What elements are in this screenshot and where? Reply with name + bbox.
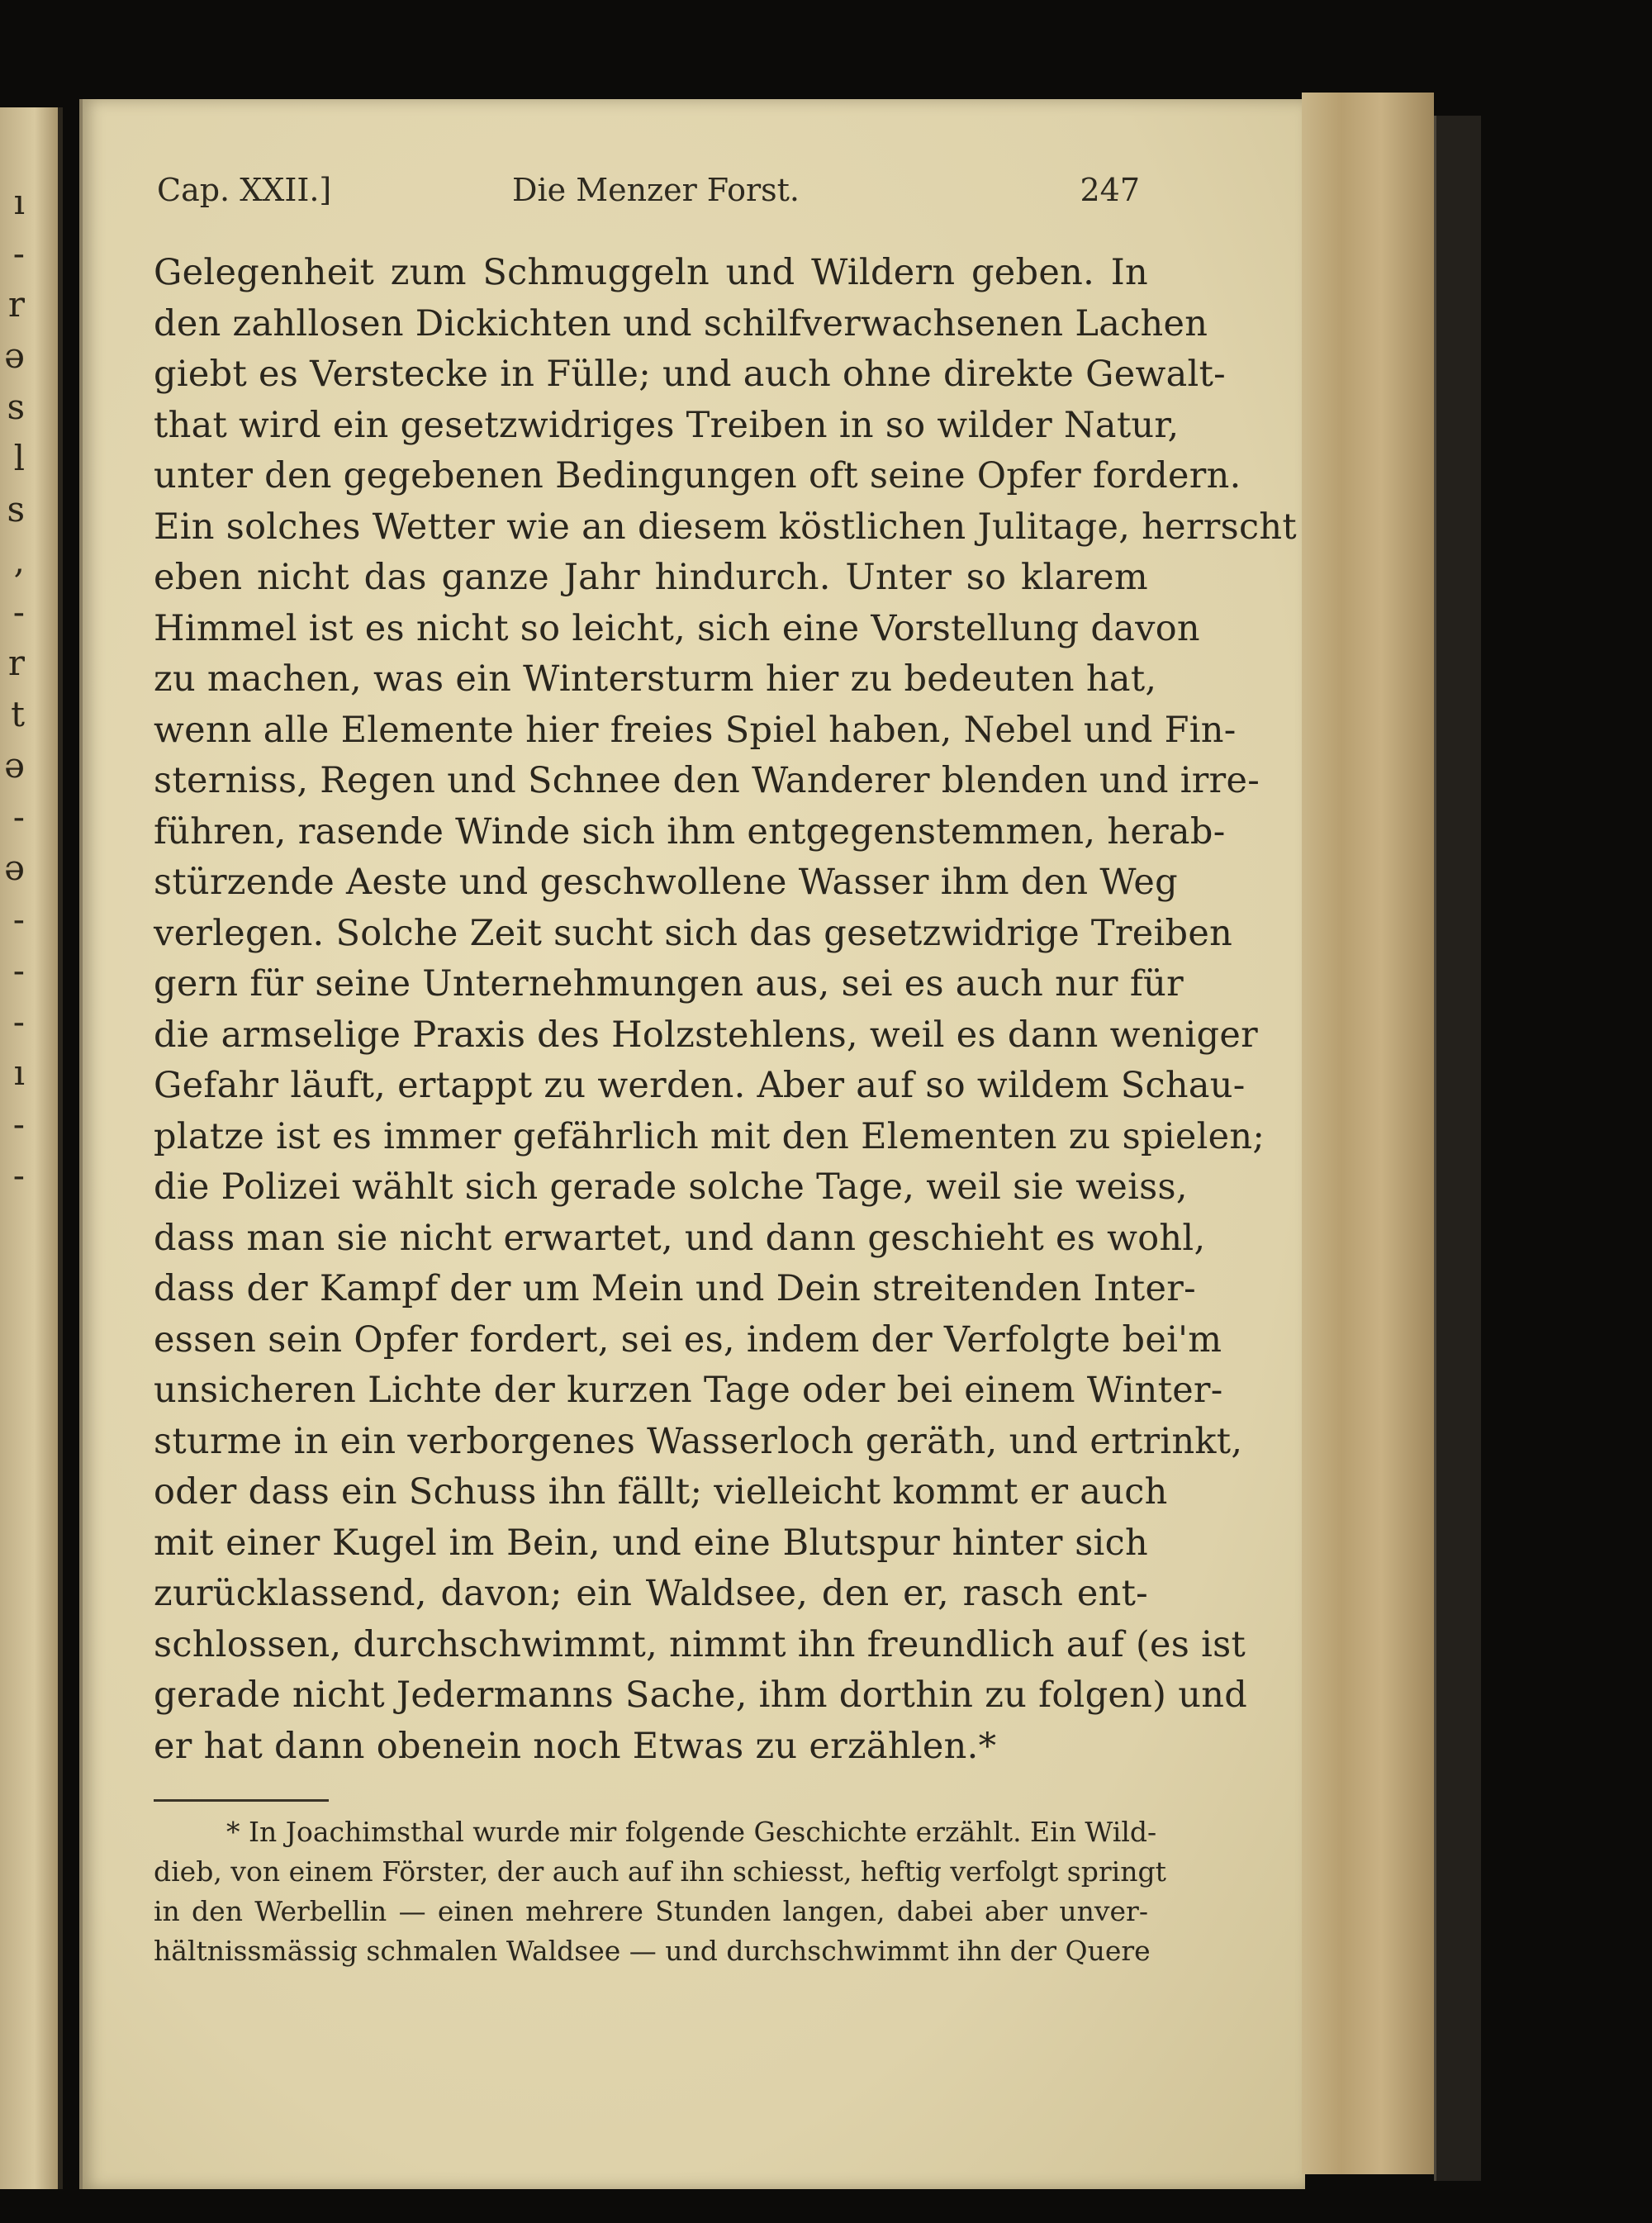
page-number: 247 bbox=[1080, 172, 1140, 208]
left-fragment: - bbox=[12, 950, 25, 990]
text-line: that wird ein gesetzwidriges Treiben in so wilder Natur, bbox=[154, 404, 1180, 446]
text-line: zurücklassend, davon; ein Waldsee, den er, rasch ent- bbox=[154, 1573, 1148, 1614]
left-fragment: - bbox=[12, 233, 25, 273]
book-cover-edge bbox=[1434, 116, 1481, 2181]
left-fragment: , bbox=[13, 540, 25, 581]
text-line: führen, rasende Winde sich ihm entgegenstemmen, herab- bbox=[154, 810, 1226, 853]
left-page-fragments bbox=[0, 182, 25, 1256]
text-line: Gefahr läuft, ertappt zu werden. Aber auf so wildem Schau- bbox=[154, 1065, 1246, 1106]
text-line: giebt es Verstecke in Fülle; und auch ohne direkte Gewalt- bbox=[154, 354, 1226, 395]
text-line: mit einer Kugel im Bein, und eine Blutspur hinter sich bbox=[154, 1522, 1148, 1564]
left-fragment: ə bbox=[4, 745, 25, 786]
text-line: sterniss, Regen und Schnee den Wanderer blenden und irre- bbox=[154, 760, 1260, 801]
left-fragment: ı bbox=[13, 1052, 25, 1093]
left-fragment: s bbox=[7, 387, 25, 427]
left-fragment: l bbox=[13, 438, 25, 478]
text-line: die armselige Praxis des Holzstehlens, weil es dann weniger bbox=[154, 1014, 1258, 1056]
running-header bbox=[157, 172, 1140, 221]
running-title: Die Menzer Forst. bbox=[512, 172, 800, 208]
text-line: eben nicht das ganze Jahr hindurch. Unter so klarem bbox=[154, 557, 1148, 598]
text-line: stürzende Aeste und geschwollene Wasser ihm den Weg bbox=[154, 862, 1178, 903]
left-fragment: ə bbox=[4, 848, 25, 888]
footnote-rule bbox=[154, 1799, 329, 1802]
left-fragment: - bbox=[12, 796, 25, 837]
text-line: unter den gegebenen Bedingungen oft seine Opfer fordern. bbox=[154, 455, 1241, 496]
text-line: Gelegenheit zum Schmuggeln und Wildern geben. In bbox=[154, 252, 1148, 293]
footnote bbox=[154, 1812, 1166, 1971]
left-fragment: ə bbox=[4, 335, 25, 376]
left-fragment: s bbox=[7, 489, 25, 530]
text-line: oder dass ein Schuss ihn fällt; vielleicht kommt er auch bbox=[154, 1471, 1168, 1513]
text-line: Himmel ist es nicht so leicht, sich eine Vorstellung davon bbox=[154, 607, 1200, 649]
text-line: Ein solches Wetter wie an diesem köstlichen Julitage, herrscht bbox=[154, 506, 1297, 548]
footnote-line: dieb, von einem Förster, der auch auf ihn schiesst, heftig verfolgt springt bbox=[154, 1855, 1166, 1888]
text-line: verlegen. Solche Zeit sucht sich das gesetzwidrige Treiben bbox=[154, 912, 1233, 954]
text-line: gern für seine Unternehmungen aus, sei es auch nur für bbox=[154, 963, 1184, 1005]
chapter-label: Cap. XXII.] bbox=[157, 172, 332, 208]
left-fragment: - bbox=[12, 1104, 25, 1144]
footnote-line: in den Werbellin — einen mehrere Stunden langen, dabei aber unver- bbox=[154, 1895, 1148, 1927]
text-line: wenn alle Elemente hier freies Spiel haben, Nebel und Fin- bbox=[154, 709, 1237, 751]
text-line: gerade nicht Jedermanns Sache, ihm dorthin zu folgen) und bbox=[154, 1674, 1248, 1716]
left-fragment: ı bbox=[13, 182, 25, 222]
text-line: er hat dann obenein noch Etwas zu erzählen.* bbox=[154, 1725, 997, 1767]
text-line: dass der Kampf der um Mein und Dein streitenden Inter- bbox=[154, 1268, 1196, 1309]
body-text bbox=[154, 248, 1297, 1772]
footnote-line: * In Joachimsthal wurde mir folgende Geschichte erzählt. Ein Wild- bbox=[226, 1816, 1157, 1848]
text-line: sturme in ein verborgenes Wasserloch geräth, und ertrinkt, bbox=[154, 1420, 1243, 1462]
text-line: platze ist es immer gefährlich mit den Elementen zu spielen; bbox=[154, 1115, 1265, 1157]
left-fragment: t bbox=[11, 694, 25, 734]
text-line: dass man sie nicht erwartet, und dann geschieht es wohl, bbox=[154, 1217, 1206, 1259]
left-fragment: - bbox=[12, 591, 25, 632]
text-line: unsicheren Lichte der kurzen Tage oder bei einem Winter- bbox=[154, 1370, 1223, 1411]
footnote-line: hältnissmässig schmalen Waldsee — und durchschwimmt ihn der Quere bbox=[154, 1935, 1151, 1967]
left-fragment: r bbox=[7, 284, 25, 325]
left-fragment: - bbox=[12, 899, 25, 939]
text-line: den zahllosen Dickichten und schilfverwachsenen Lachen bbox=[154, 302, 1208, 344]
left-fragment: - bbox=[12, 1001, 25, 1042]
page-block-edge bbox=[1302, 93, 1434, 2174]
text-line: essen sein Opfer fordert, sei es, indem der Verfolgte bei'm bbox=[154, 1318, 1222, 1361]
text-line: zu machen, was ein Wintersturm hier zu bedeuten hat, bbox=[154, 658, 1157, 700]
text-line: die Polizei wählt sich gerade solche Tage, weil sie weiss, bbox=[154, 1166, 1188, 1208]
text-line: schlossen, durchschwimmt, nimmt ihn freundlich auf (es ist bbox=[154, 1623, 1246, 1665]
left-fragment: - bbox=[12, 1155, 25, 1195]
left-fragment: r bbox=[7, 643, 25, 683]
